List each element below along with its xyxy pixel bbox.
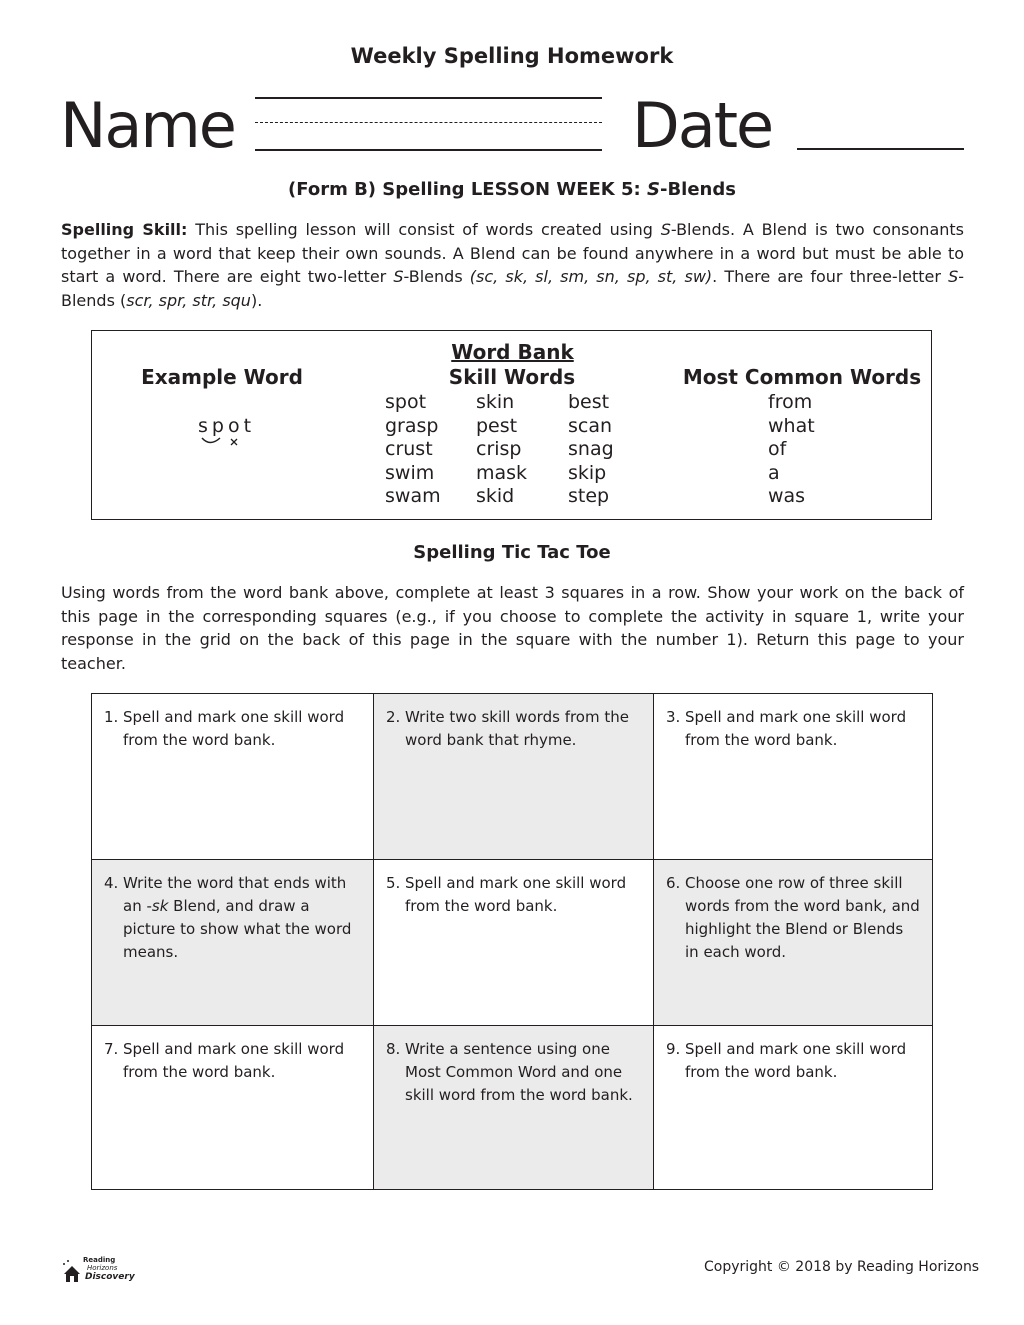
square-1[interactable]: 1. Spell and mark one skill word from the word bank. bbox=[92, 694, 374, 860]
square-8[interactable]: 8. Write a sentence using one Most Common Word and one skill word from the word bank. bbox=[374, 1026, 654, 1189]
logo-text-1: Reading bbox=[83, 1256, 116, 1264]
skill-word: scan bbox=[568, 414, 613, 437]
common-words-col bbox=[768, 391, 815, 509]
square-4[interactable]: 4. Write the word that ends with an -sk Blend, and draw a picture to show what the word means. bbox=[92, 860, 374, 1026]
example-word-marked bbox=[198, 415, 258, 455]
common-word: was bbox=[768, 485, 806, 507]
skill-word: mask bbox=[476, 461, 528, 484]
square-9[interactable]: 9. Spell and mark one skill word from the word bank. bbox=[666, 1040, 907, 1081]
square-2[interactable]: 2. Write two skill words from the word bank that rhyme. bbox=[374, 694, 654, 860]
skill-word: best bbox=[568, 391, 610, 413]
skill-word: step bbox=[568, 485, 610, 507]
blend-mark-icon bbox=[198, 435, 258, 455]
name-label: Name bbox=[60, 89, 235, 162]
square-5[interactable]: 5. Spell and mark one skill word from the word bank. bbox=[374, 860, 654, 1026]
example-word: spot bbox=[198, 415, 256, 437]
date-line[interactable] bbox=[797, 148, 964, 150]
square-6[interactable]: 6. Choose one row of three skill words from the word bank, and highlight the Blend or Blends in each word. bbox=[654, 860, 932, 1026]
example-word-heading: Example Word bbox=[141, 365, 303, 389]
skill-word: grasp bbox=[385, 414, 439, 437]
reading-horizons-logo bbox=[61, 1256, 135, 1286]
common-word: of bbox=[768, 438, 787, 460]
skill-word: skid bbox=[476, 485, 515, 507]
skill-word: pest bbox=[476, 414, 518, 437]
date-label: Date bbox=[632, 89, 773, 162]
common-word: from bbox=[768, 391, 813, 413]
square-7[interactable]: 7. Spell and mark one skill word from the word bank. bbox=[92, 1026, 374, 1189]
word-bank-title: Word Bank bbox=[451, 340, 574, 364]
skill-word: spot bbox=[385, 391, 427, 413]
common-word: what bbox=[768, 414, 815, 437]
activity-title: Spelling Tic Tac Toe bbox=[413, 542, 611, 563]
skill-words-col-3 bbox=[568, 391, 614, 509]
logo-text-2: Horizons bbox=[87, 1264, 118, 1272]
skill-word: crust bbox=[385, 438, 433, 460]
spelling-skill-paragraph: Spelling Skill: This spelling lesson will consist of words created using S-Blends. A Blend is two consonants together in a word that keep their own sounds. A Blend can be found anywhere in a word but must be able to start a word. There are eight two-letter S-Blends (sc, sk, sl, sm, sn, sp, st, sw). There are four three-letter S-Blends (scr, spr, str, squ). bbox=[61, 220, 965, 310]
skill-word: swam bbox=[385, 485, 441, 507]
skill-word: crisp bbox=[476, 438, 522, 460]
tic-tac-toe-grid bbox=[91, 693, 933, 1190]
name-line-base[interactable] bbox=[255, 149, 602, 151]
skill-words-col-2 bbox=[476, 391, 527, 509]
skill-word: swim bbox=[385, 461, 435, 484]
page-title: Weekly Spelling Homework bbox=[350, 44, 674, 68]
most-common-words-heading: Most Common Words bbox=[682, 365, 922, 389]
skill-words-col-1 bbox=[385, 391, 441, 509]
skill-words-heading: Skill Words bbox=[448, 365, 576, 389]
activity-instructions: Using words from the word bank above, complete at least 3 squares in a row. Show your work on the back of this page in the corresponding squares (e.g., if you choose to complete the activity in square 1, write your response in the grid on the back of this page in the square with the number 1). Return this page to your teacher. bbox=[61, 583, 964, 673]
square-3[interactable]: 3. Spell and mark one skill word from the word bank. bbox=[654, 694, 932, 860]
common-word: a bbox=[768, 461, 780, 484]
skill-word: snag bbox=[568, 438, 614, 460]
name-line-top bbox=[255, 97, 602, 99]
name-line-dashed bbox=[255, 122, 602, 123]
lesson-title: (Form B) Spelling LESSON WEEK 5: S-Blends bbox=[288, 179, 736, 200]
skill-word: skin bbox=[476, 391, 515, 413]
skill-word: skip bbox=[568, 461, 607, 484]
copyright-text: Copyright © 2018 by Reading Horizons bbox=[704, 1259, 980, 1275]
word-bank-box bbox=[91, 330, 932, 520]
logo-text-3: Discovery bbox=[85, 1272, 135, 1282]
